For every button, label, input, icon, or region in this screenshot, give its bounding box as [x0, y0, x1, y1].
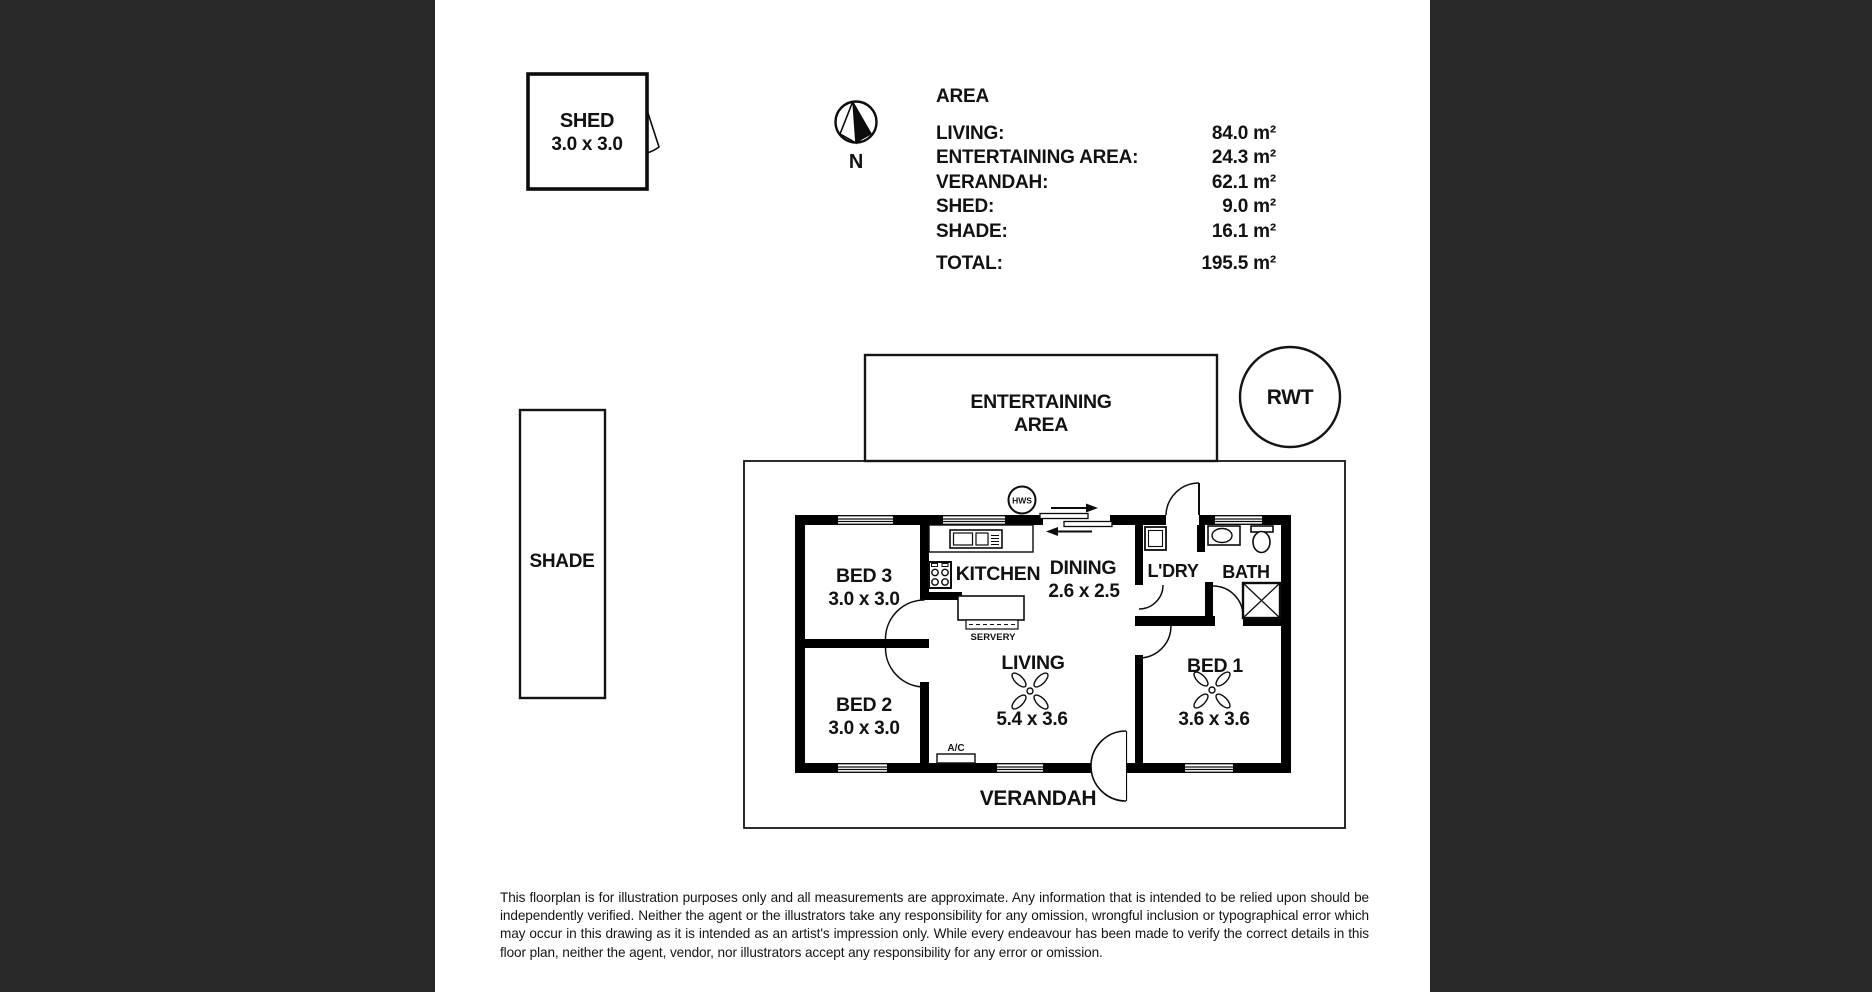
- bed3-dims: 3.0 x 3.0: [828, 589, 900, 610]
- kitchen-bench: [929, 525, 1033, 552]
- disclaimer-text: This floorplan is for illustration purposes only and all measurements are approximate. Any information that is intended to be relied upon should be independently verified. Neither the agent or the illustrators take any responsibility for any omission, wrongful inclusion or typographical error which may occur in this drawing as it is intended as an artist's impression only. While every endeavour has been made to verify the correct details in this floor plan, neither the agent, vendor, nor illustrators accept any responsibility for any error or omission.: [500, 890, 1369, 960]
- area-row-value: 24.3 m²: [1211, 147, 1276, 169]
- bed1-label: BED 1: [1187, 655, 1243, 677]
- area-row-label: LIVING:: [936, 123, 1005, 144]
- air-conditioner: [937, 743, 975, 763]
- area-row-shade: [936, 220, 1276, 244]
- living-ceiling-fan-icon: [1010, 671, 1050, 711]
- servery-label: SERVERY: [970, 632, 1016, 643]
- dining-label: DINING: [1049, 557, 1117, 579]
- area-row-value: 62.1 m²: [1211, 171, 1276, 193]
- rwt-label: RWT: [1266, 386, 1314, 409]
- shed-dims: 3.0 x 3.0: [551, 134, 623, 155]
- entertaining-area: [865, 355, 1217, 461]
- stove-cooktop: [929, 562, 951, 588]
- bed1-door-arc: [1139, 626, 1171, 658]
- shed-outbuilding: [528, 74, 659, 189]
- area-summary-table: [936, 86, 1276, 276]
- bath-label: BATH: [1222, 562, 1270, 582]
- shed-label: SHED: [559, 110, 615, 132]
- toilet: [1251, 526, 1273, 553]
- bed2-door-arc: [886, 648, 925, 687]
- bed2-label: BED 2: [836, 694, 892, 716]
- area-row-value: 9.0 m²: [1222, 196, 1276, 218]
- washing-machine: [1145, 527, 1166, 550]
- shower: [1243, 583, 1280, 618]
- living-label: LIVING: [1001, 652, 1065, 674]
- laundry-door-arc: [1139, 585, 1163, 609]
- hot-water-system: [1009, 487, 1036, 514]
- area-row-verandah: [936, 171, 1276, 195]
- area-table-rows: [936, 122, 1276, 276]
- area-row-label: VERANDAH:: [936, 171, 1049, 193]
- area-row-total: [936, 252, 1276, 276]
- bed3-label: BED 3: [836, 565, 892, 587]
- servery-bench: [958, 596, 1024, 643]
- area-total-label: TOTAL:: [936, 253, 1003, 275]
- kitchen-label: KITCHEN: [955, 563, 1041, 585]
- shade-label: SHADE: [529, 551, 595, 572]
- area-row-shed: [936, 195, 1276, 219]
- rainwater-tank: [1240, 347, 1340, 447]
- area-row-label: SHADE:: [936, 220, 1008, 242]
- entertaining-label-line1: ENTERTAINING: [970, 391, 1112, 413]
- sliding-door: [1040, 504, 1112, 537]
- compass-north-label: N: [848, 151, 864, 173]
- entertaining-label-line2: AREA: [1013, 414, 1069, 436]
- shade-area: [520, 410, 605, 698]
- kitchen-sink: [950, 530, 1002, 548]
- laundry-label: L'DRY: [1147, 561, 1199, 581]
- laundry-external-door: [1166, 483, 1199, 525]
- north-compass-icon: [836, 101, 877, 173]
- area-table-title: AREA: [936, 86, 990, 107]
- area-row-label: ENTERTAINING AREA:: [936, 147, 1139, 169]
- area-row-value: 84.0 m²: [1211, 123, 1276, 144]
- bed2-dims: 3.0 x 3.0: [828, 718, 900, 739]
- verandah-label: VERANDAH: [979, 787, 1097, 810]
- hws-label: HWS: [1012, 495, 1032, 506]
- dining-dims: 2.6 x 2.5: [1048, 581, 1120, 602]
- ac-label: A/C: [947, 743, 965, 754]
- area-row-label: SHED:: [936, 196, 995, 218]
- bath-basin: [1208, 526, 1240, 545]
- bed1-dims: 3.6 x 3.6: [1178, 709, 1250, 730]
- area-row-value: 16.1 m²: [1211, 220, 1276, 242]
- area-total-value: 195.5 m²: [1201, 253, 1276, 275]
- bath-door-arc: [1213, 586, 1243, 616]
- living-dims: 5.4 x 3.6: [996, 709, 1068, 730]
- area-row-entertaining: [936, 146, 1276, 170]
- area-row-living: [936, 122, 1276, 146]
